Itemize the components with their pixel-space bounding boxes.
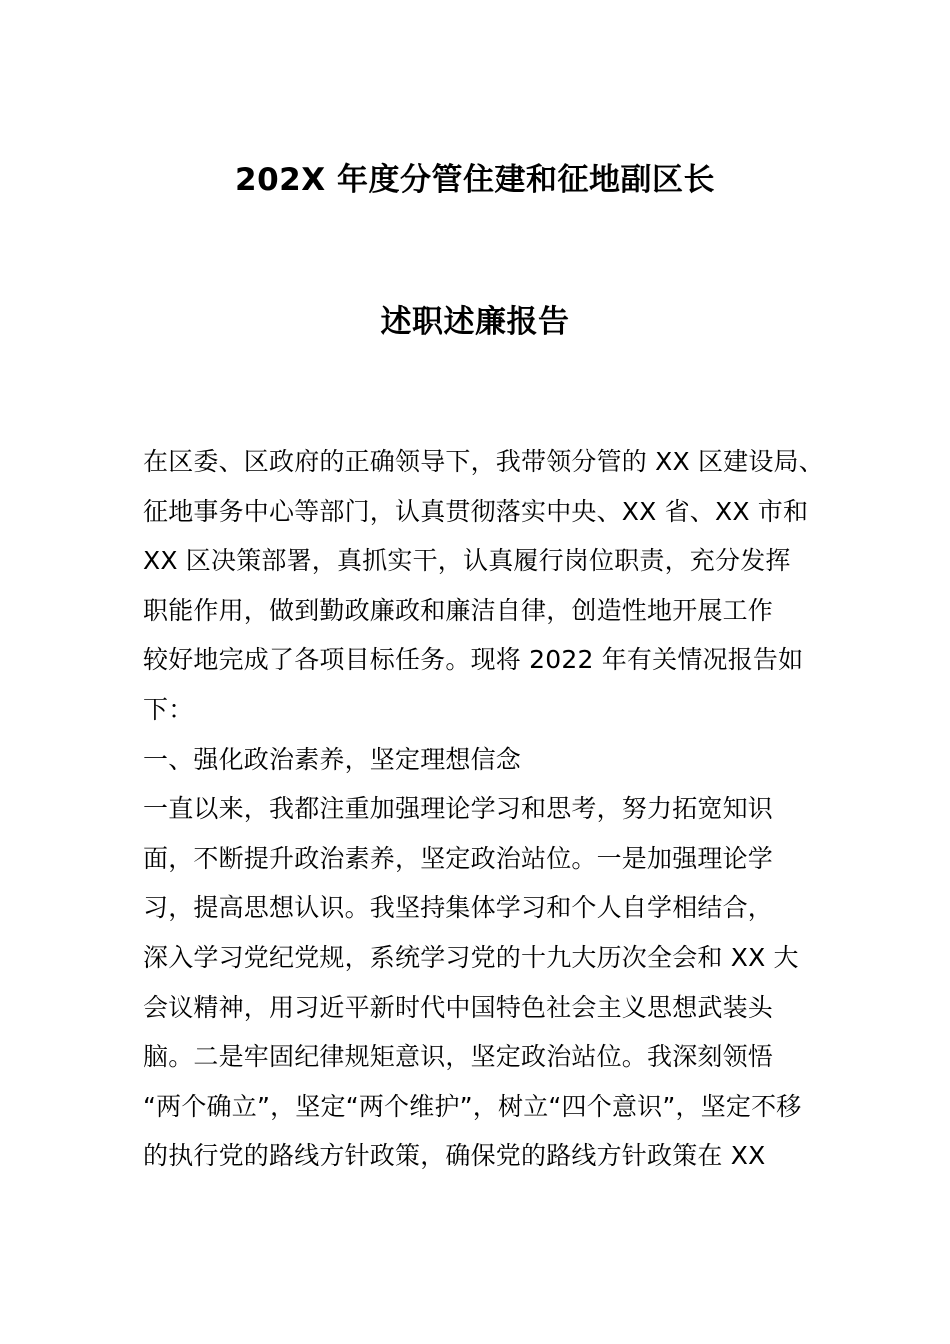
- body-line: 下：: [143, 694, 194, 724]
- body-line: 职能作用，做到勤政廉政和廉洁自律，创造性地开展工作: [143, 595, 774, 625]
- body-line: 在区委、区政府的正确领导下，我带领分管的 XX 区建设局、: [143, 447, 824, 476]
- body-line: “两个确立”，坚定“两个维护”，树立“四个意识”，坚定不移: [143, 1091, 802, 1121]
- body-line: 习，提高思想认识。我坚持集体学习和个人自学相结合，: [143, 893, 774, 923]
- document-title-line-2: 述职述廉报告: [380, 304, 570, 340]
- body-line: 征地事务中心等部门，认真贯彻落实中央、XX 省、XX 市和: [143, 496, 809, 526]
- body-line: 的执行党的路线方针政策，确保党的路线方针政策在 XX: [143, 1141, 766, 1171]
- document-body: [143, 437, 824, 1181]
- document-title-line-1: 202X 年度分管住建和征地副区长: [235, 162, 715, 198]
- section-heading: 一、强化政治素养，坚定理想信念: [143, 744, 522, 774]
- body-line: XX 区决策部署，真抓实干，认真履行岗位职责，充分发挥: [143, 546, 791, 576]
- body-line: 较好地完成了各项目标任务。现将 2022 年有关情况报告如: [143, 645, 804, 675]
- body-line: 深入学习党纪党规，系统学习党的十九大历次全会和 XX 大: [143, 942, 799, 972]
- body-line: 脑。二是牢固纪律规矩意识，坚定政治站位。我深刻领悟: [143, 1042, 774, 1072]
- body-line: 会议精神，用习近平新时代中国特色社会主义思想武装头: [143, 992, 774, 1022]
- body-line: 面，不断提升政治素养，坚定政治站位。一是加强理论学: [143, 843, 774, 873]
- body-line: 一直以来，我都注重加强理论学习和思考，努力拓宽知识: [143, 794, 774, 824]
